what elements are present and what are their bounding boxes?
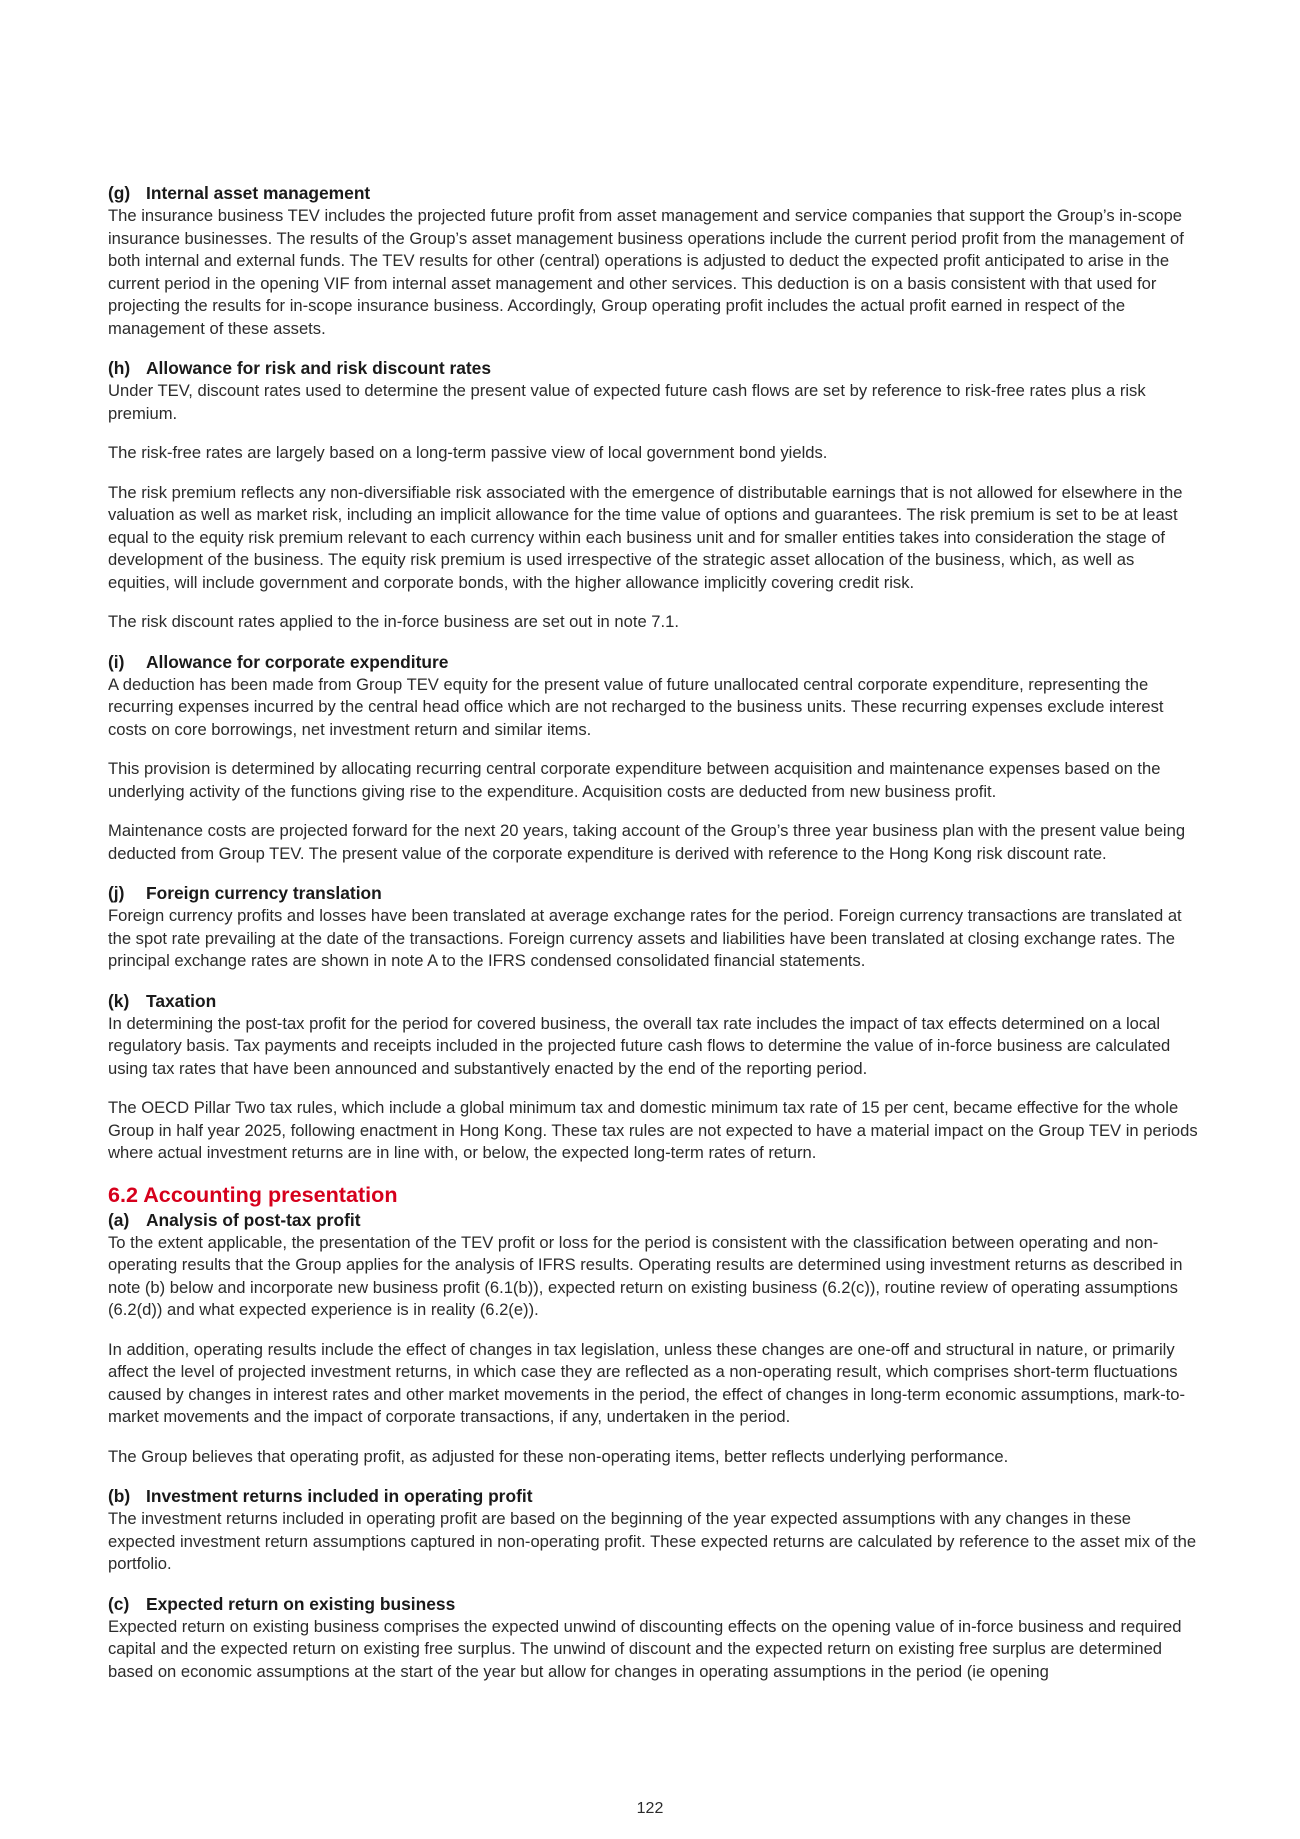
paragraph: The risk premium reflects any non-diversifiable risk associated with the emergence of distributable earnings that is not allowed for elsewhere in the valuation as well as market risk, including an implicit allowance for the time value of options and guarantees. The risk premium is set to be at least equal to the equity risk premium relevant to each currency within each business unit and for smaller entities takes into consideration the stage of development of the business. The equity risk premium is used irrespective of the strategic asset allocation of the business, which, as well as equities, will include government and corporate bonds, with the higher allowance implicitly covering credit risk.: [108, 482, 1183, 592]
section-heading: [108, 1209, 1198, 1232]
section-title: Allowance for corporate expenditure: [146, 651, 449, 672]
section-label: (b): [108, 1486, 131, 1506]
section-6-2-b: [108, 1485, 1198, 1576]
page-number: 122: [636, 1800, 664, 1817]
section-title: Allowance for risk and risk discount rates: [146, 358, 492, 378]
section-title: Internal asset management: [146, 183, 371, 203]
section-heading: [108, 990, 1198, 1013]
section-label: (i): [108, 651, 125, 672]
section-label: (c): [108, 1593, 130, 1614]
section-6-2-c: [108, 1593, 1198, 1684]
paragraph: To the extent applicable, the presentation of the TEV profit or loss for the period is consistent with the classification between operating and non-operating results that the Group applies for the analysis of IFRS results. Operating results are determined using investment returns as described in note (b) below and incorporate new business profit (6.1(b)), expected return on existing business (6.2(c)), routine review of operating assumptions (6.2(d)) and what expected experience is in reality (6.2(e)).: [108, 1232, 1183, 1319]
section-title: Expected return on existing business: [146, 1593, 456, 1614]
paragraph: In determining the post-tax profit for the period for covered business, the overall tax rate includes the impact of tax effects determined on a local regulatory basis. Tax payments and receipts included in the projected future cash flows to determine the value of in-force business are calculated using tax rates that have been announced and substantively enacted by the end of the reporting period.: [108, 1013, 1171, 1078]
section-h: [108, 357, 1198, 634]
paragraph: Foreign currency profits and losses have been translated at average exchange rates for the period. Foreign currency transactions are translated at the spot rate prevailing at the date of the transactions. Foreign currency assets and liabilities have been translated at closing exchange rates. The principal exchange rates are shown in note A to the IFRS condensed consolidated financial statements.: [108, 906, 1182, 970]
paragraph: The OECD Pillar Two tax rules, which include a global minimum tax and domestic minimum tax rate of 15 per cent, became effective for the whole Group in half year 2025, following enactment in Hong Kong. These tax rules are not expected to have a material impact on the Group TEV in periods where actual investment returns are in line with, or below, the expected long-term rates of return.: [108, 1098, 1198, 1162]
section-heading: [108, 357, 1198, 380]
section-heading: [108, 182, 1198, 205]
section-heading: [108, 882, 1198, 905]
paragraph: The investment returns included in operating profit are based on the beginning of the year expected assumptions with any changes in these expected investment return assumptions captured in non-operating profit. These expected returns are calculated by reference to the asset mix of the portfolio.: [108, 1509, 1197, 1573]
section-j: [108, 882, 1198, 973]
section-label: (h): [108, 358, 131, 378]
paragraph: The risk-free rates are largely based on a long-term passive view of local government bond yields.: [108, 443, 828, 462]
paragraph: In addition, operating results include the effect of changes in tax legislation, unless these changes are one-off and structural in nature, or primarily affect the level of projected investment returns, in which case they are reflected as a non-operating result, which comprises short-term fluctuations caused by changes in interest rates and other market movements in the period, the effect of changes in long-term economic assumptions, mark-to-market movements and the impact of corporate transactions, if any, undertaken in the period.: [108, 1339, 1185, 1426]
paragraph: The Group believes that operating profit, as adjusted for these non-operating items, better reflects underlying performance.: [108, 1446, 1009, 1466]
section-label: (k): [108, 990, 130, 1011]
page-content: [108, 182, 1198, 1700]
section-g: [108, 182, 1198, 340]
paragraph: Expected return on existing business comprises the expected unwind of discounting effects on the opening value of in-force business and required capital and the expected return on existing free surplus. The unwind of discount and the expected return on existing free surplus are determined based on economic assumptions at the start of the year but allow for changes in operating assumptions in the period (ie opening: [108, 1616, 1182, 1681]
paragraph: The insurance business TEV includes the projected future profit from asset management and service companies that support the Group’s in-scope insurance businesses. The results of the Group’s asset management business operations include the current period profit from the management of both internal and external funds. The TEV results for other (central) operations is adjusted to deduct the expected profit anticipated to arise in the current period in the opening VIF from internal asset management and other services. This deduction is on a basis consistent with that used for projecting the results for in-scope insurance business. Accordingly, Group operating profit includes the actual profit earned in respect of the management of these assets.: [108, 206, 1184, 338]
paragraph: A deduction has been made from Group TEV equity for the present value of future unallocated central corporate expenditure, representing the recurring expenses incurred by the central head office which are not recharged to the business units. These recurring expenses exclude interest costs on core borrowings, net investment return and similar items.: [108, 674, 1164, 739]
paragraph: Under TEV, discount rates used to determine the present value of expected future cash flows are set by reference to risk-free rates plus a risk premium.: [108, 381, 1146, 423]
section-k: [108, 990, 1198, 1165]
section-heading: [108, 651, 1198, 674]
paragraph: Maintenance costs are projected forward for the next 20 years, taking account of the Group’s three year business plan with the present value being deducted from Group TEV. The present value of the corporate expenditure is derived with reference to the Hong Kong risk discount rate.: [108, 821, 1186, 863]
section-i: [108, 651, 1198, 866]
section-heading: [108, 1485, 1198, 1508]
section-6-2-a: [108, 1209, 1198, 1469]
section-title: Foreign currency translation: [146, 883, 382, 903]
section-6-2-heading: 6.2 Accounting presentation: [108, 1181, 398, 1207]
section-label: (g): [108, 183, 131, 203]
section-title: Taxation: [146, 990, 217, 1011]
section-title: Investment returns included in operating profit: [146, 1486, 533, 1506]
paragraph: The risk discount rates applied to the in-force business are set out in note 7.1.: [108, 612, 679, 631]
section-heading: [108, 1593, 1198, 1616]
section-title: Analysis of post-tax profit: [146, 1209, 361, 1230]
section-label: (j): [108, 883, 125, 903]
section-label: (a): [108, 1209, 130, 1230]
paragraph: This provision is determined by allocating recurring central corporate expenditure between acquisition and maintenance expenses based on the underlying activity of the functions giving rise to the expenditure. Acquisition costs are deducted from new business profit.: [108, 759, 1161, 801]
